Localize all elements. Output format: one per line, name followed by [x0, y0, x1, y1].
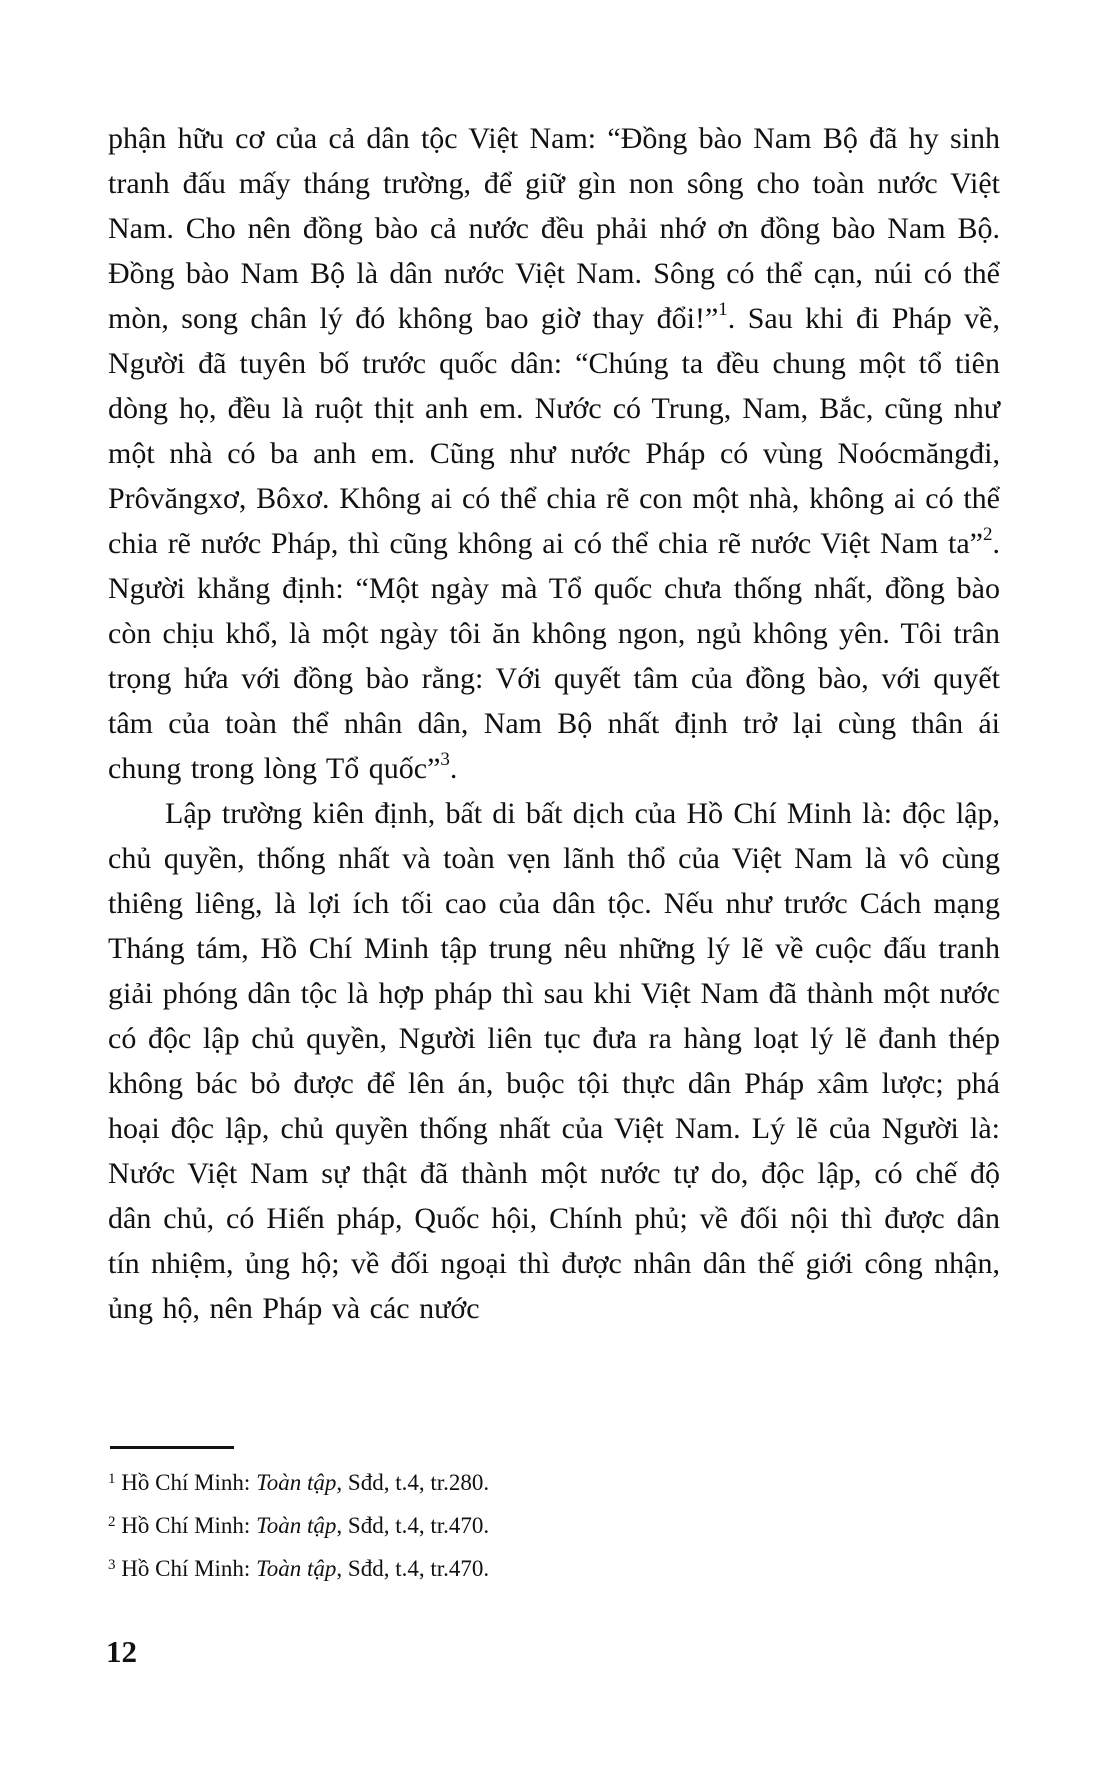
footnote-marker-1: 1	[108, 1471, 116, 1487]
footnote-author: Hồ Chí Minh:	[115, 1513, 257, 1538]
footnote-title: Toàn tập	[256, 1470, 337, 1495]
paragraph-2-text: Lập trường kiên định, bất di bất dịch của Hồ Chí Minh là: độc lập, chủ quyền, thống nhất và toàn vẹn lãnh thổ của Việt Nam là vô cùng thiêng liêng, là lợi ích tối cao của dân tộc. Nếu như trước Cách mạng Tháng tám, Hồ Chí Minh tập trung nêu những lý lẽ về cuộc đấu tranh giải phóng dân tộc là hợp pháp thì sau khi Việt Nam đã thành một nước có độc lập chủ quyền, Người liên tục đưa ra hàng loạt lý lẽ đanh thép không bác bỏ được để lên án, buộc tội thực dân Pháp xâm lược; phá hoại độc lập, chủ quyền thống nhất của Việt Nam. Lý lẽ của Người là: Nước Việt Nam sự thật đã thành một nước tự do, độc lập, có chế độ dân chủ, có Hiến pháp, Quốc hội, Chính phủ; về đối nội thì được dân tín nhiệm, ủng hộ; về đối ngoại thì được nhân dân thế giới công nhận, ủng hộ, nên Pháp và các nước	[108, 797, 1000, 1325]
page-number: 12	[106, 1634, 137, 1669]
paragraph-1-text: .	[449, 752, 458, 785]
footnote-author: Hồ Chí Minh:	[115, 1470, 257, 1495]
footnote-separator	[110, 1446, 234, 1449]
footnote-ref-3: 3	[440, 749, 450, 770]
footnote-marker-3: 3	[108, 1557, 116, 1573]
footnote-detail: , Sđd, t.4, tr.280.	[336, 1470, 490, 1495]
footnote-marker-2: 2	[108, 1514, 116, 1530]
footnote-title: Toàn tập	[256, 1556, 337, 1581]
footnote-ref-2: 2	[983, 524, 993, 545]
footnote-detail: , Sđd, t.4, tr.470.	[336, 1513, 490, 1538]
paragraph-1	[108, 116, 1000, 791]
paragraph-1-text: . Người khẳng định: “Một ngày mà Tổ quốc chưa thống nhất, đồng bào còn chịu khổ, là một ngày tôi ăn không ngon, ngủ không yên. Tôi trân trọng hứa với đồng bào rằng: Với quyết tâm của đồng bào, với quyết tâm của toàn thể nhân dân, Nam Bộ nhất định trở lại cùng thân ái chung trong lòng Tổ quốc”	[108, 527, 1000, 785]
footnote-title: Toàn tập	[256, 1513, 337, 1538]
footnote-item-1	[108, 1461, 1000, 1504]
footnote-item-2	[108, 1504, 1000, 1547]
footnote-detail: , Sđd, t.4, tr.470.	[336, 1556, 490, 1581]
paragraph-1-text: phận hữu cơ của cả dân tộc Việt Nam: “Đồng bào Nam Bộ đã hy sinh tranh đấu mấy tháng trường, để giữ gìn non sông cho toàn nước Việt Nam. Cho nên đồng bào cả nước đều phải nhớ ơn đồng bào Nam Bộ. Đồng bào Nam Bộ là dân nước Việt Nam. Sông có thể cạn, núi có thể mòn, song chân lý đó không bao giờ thay đổi!”	[108, 122, 1000, 335]
paragraph-1-text: . Sau khi đi Pháp về, Người đã tuyên bố trước quốc dân: “Chúng ta đều chung một tổ tiên dòng họ, đều là ruột thịt anh em. Nước có Trung, Nam, Bắc, cũng như một nhà có ba anh em. Cũng như nước Pháp có vùng Noócmăngđi, Prôvăngxơ, Bôxơ. Không ai có thể chia rẽ con một nhà, không ai có thể chia rẽ nước Pháp, thì cũng không ai có thể chia rẽ nước Việt Nam ta”	[108, 302, 1000, 560]
footnote-ref-1: 1	[718, 299, 728, 320]
body-text	[108, 116, 1000, 1331]
footnote-author: Hồ Chí Minh:	[115, 1556, 257, 1581]
footnote-section	[108, 1446, 1000, 1590]
paragraph-2	[108, 791, 1000, 1331]
footnote-item-3	[108, 1547, 1000, 1590]
